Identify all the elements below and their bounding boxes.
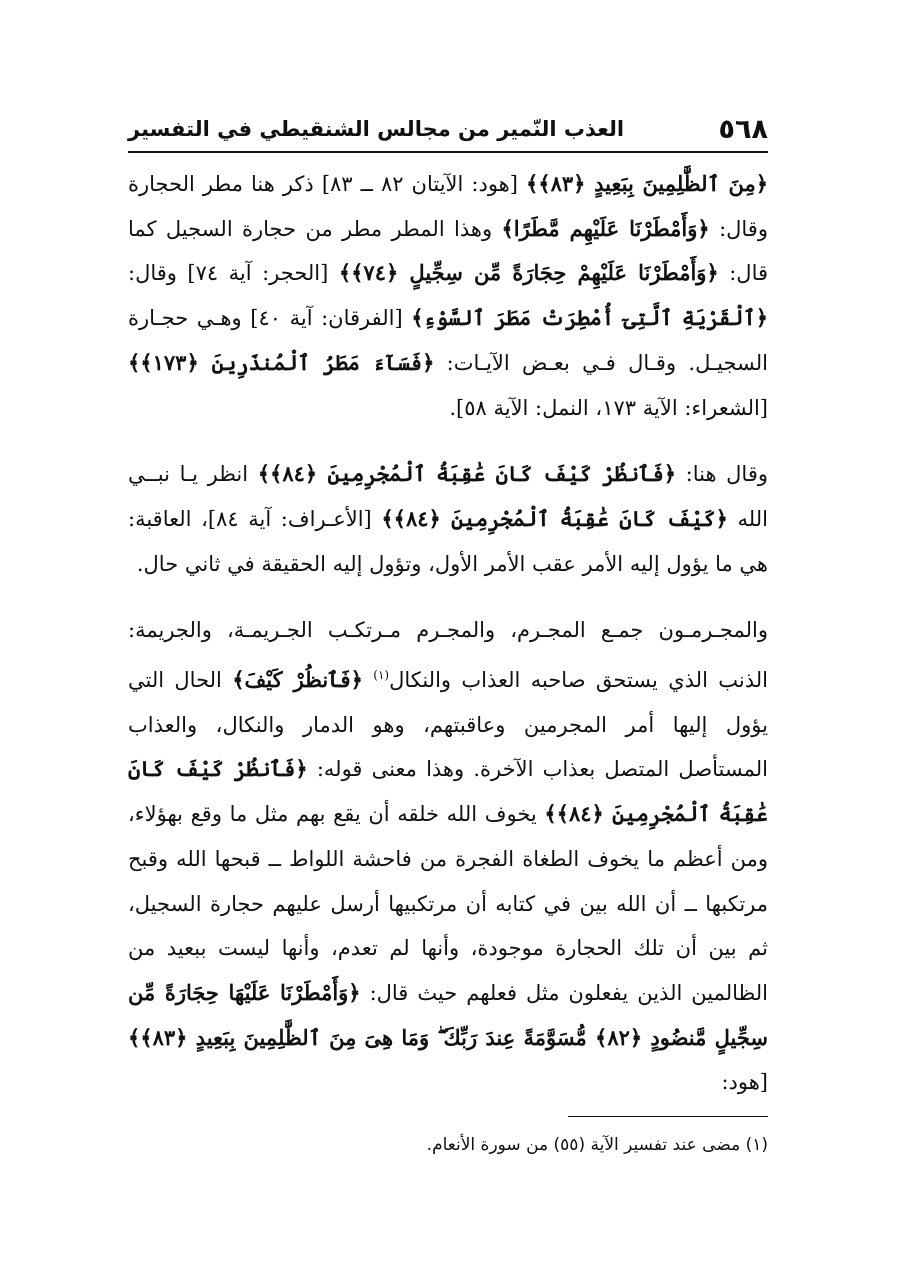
text-segment: وقال هنا: <box>676 462 769 487</box>
page-number: ٥٦٨ <box>718 113 768 145</box>
quran-verse: ﴿ٱلْقَرْيَةِ ٱلَّتِىٓ أُمْطِرَتْ مَطَرَ ٱلسَّوْءِ﴾ <box>411 305 768 331</box>
paragraph <box>128 162 768 430</box>
text-segment: انظر يـا نبــي الله <box>128 462 768 531</box>
footnote-divider <box>568 1116 768 1117</box>
quran-verse: ﴿فَسَآءَ مَطَرُ ٱلْمُنذَرِينَ ﴿١٧٣﴾﴾ <box>128 349 435 375</box>
text-segment: [هود: الآيتان ٨٢ ــ ٨٣] ذكر هنا مطر الحجارة وقال: <box>128 172 768 241</box>
quran-verse: ﴿فَٱنظُرْ كَيْفَ كَانَ عَٰقِبَةُ ٱلْمُجْرِمِينَ ﴿٨٤﴾﴾ <box>128 756 768 827</box>
header-divider <box>128 151 768 153</box>
paragraph <box>128 608 768 1105</box>
quran-verse: ﴿فَٱنظُرْ كَيْفَ كَانَ عَٰقِبَةُ ٱلْمُجْرِمِينَ ﴿٨٤﴾﴾ <box>257 461 677 487</box>
quran-verse: ﴿وَأَمْطَرْنَا عَلَيْهَا حِجَارَةً مِّن سِجِّيلٍ مَّنضُودٍ ﴿٨٢﴾ مُّسَوَّمَةً عِندَ رَبِّكَ ۖ وَمَا هِىَ مِنَ ٱلظَّٰلِمِينَ بِبَعِيدٍ ﴿٨٣﴾﴾ <box>128 979 768 1050</box>
text-segment: والمجـرمـون جمـع المجـرم، والمجـرم مـرتكـب الجـريمـة، والجريمة: الذنب الذي يستحق صاحبه العذاب والنكال <box>128 618 768 693</box>
text-segment: الحال التي يؤول إليها أمر المجرمين وعاقبتهم، وهو الدمار والنكال، والعذاب المستأصل المتصل بعذاب الآخرة. وهذا معنى قوله: <box>128 668 769 782</box>
text-segment: [الفرقان: آية ٤٠] وهـي حجـارة السجيـل. وقـال فـي بعـض الآيـات: <box>128 306 768 375</box>
text-segment <box>363 668 373 692</box>
text-segment: [الشعراء: الآية ١٧٣، النمل: الآية ٥٨]. <box>449 395 768 420</box>
quran-verse: ﴿وَأَمْطَرْنَا عَلَيْهِم مَّطَرًا﴾ <box>501 215 710 241</box>
footnote-marker: (١) <box>373 668 390 683</box>
text-segment: يخوف الله خلقه أن يقع بهم مثل ما وقع بهؤلاء، ومن أعظم ما يخوف الطغاة الفجرة من فاحشة اللواط ــ قبحها الله وقبح مرتكبها ــ أن الله بين في كتابه أن مرتكبيها أرسل عليهم حجارة السجيل، ثم بين أن تلك الحجارة موجودة، وأنها لم تعدم، وأنها ليست ببعيد من الظالمين الذين يفعلون مثل فعلهم حيث قال: <box>128 802 768 1005</box>
quran-verse: ﴿مِنَ ٱلظَّٰلِمِينَ بِبَعِيدٍ ﴿٨٣﴾﴾ <box>525 171 769 196</box>
body-text <box>128 162 768 1105</box>
footnote: (١) مضى عند تفسير الآية (٥٥) من سورة الأنعام. <box>426 1135 768 1155</box>
paragraph <box>128 452 768 586</box>
quran-verse: ﴿كَيْفَ كَانَ عَٰقِبَةُ ٱلْمُجْرِمِينَ ﴿٨٤﴾﴾ <box>381 505 728 531</box>
page-header <box>128 108 768 150</box>
text-segment: [الحجر: آية ٧٤] وقال: <box>128 261 339 286</box>
running-title: العذب النّمير من مجالس الشنقيطي في التفسير <box>128 117 625 141</box>
text-segment: [هود: <box>721 1070 768 1095</box>
quran-verse: ﴿فَٱنظُرْ كَيْفَ﴾ <box>232 667 363 693</box>
text-segment: [الأعـراف: آية ٨٤]، العاقبة: هي ما يؤول إليه الأمر عقب الأمر الأول، وتؤول إليه الحقيقة في ثاني حال. <box>128 506 768 576</box>
text-segment: وهذا المطر مطر من حجارة السجيل كما قال: <box>128 216 769 286</box>
quran-verse: ﴿وَأَمْطَرْنَا عَلَيْهِمْ حِجَارَةً مِّن سِجِّيلٍ ﴿٧٤﴾﴾ <box>338 260 719 286</box>
